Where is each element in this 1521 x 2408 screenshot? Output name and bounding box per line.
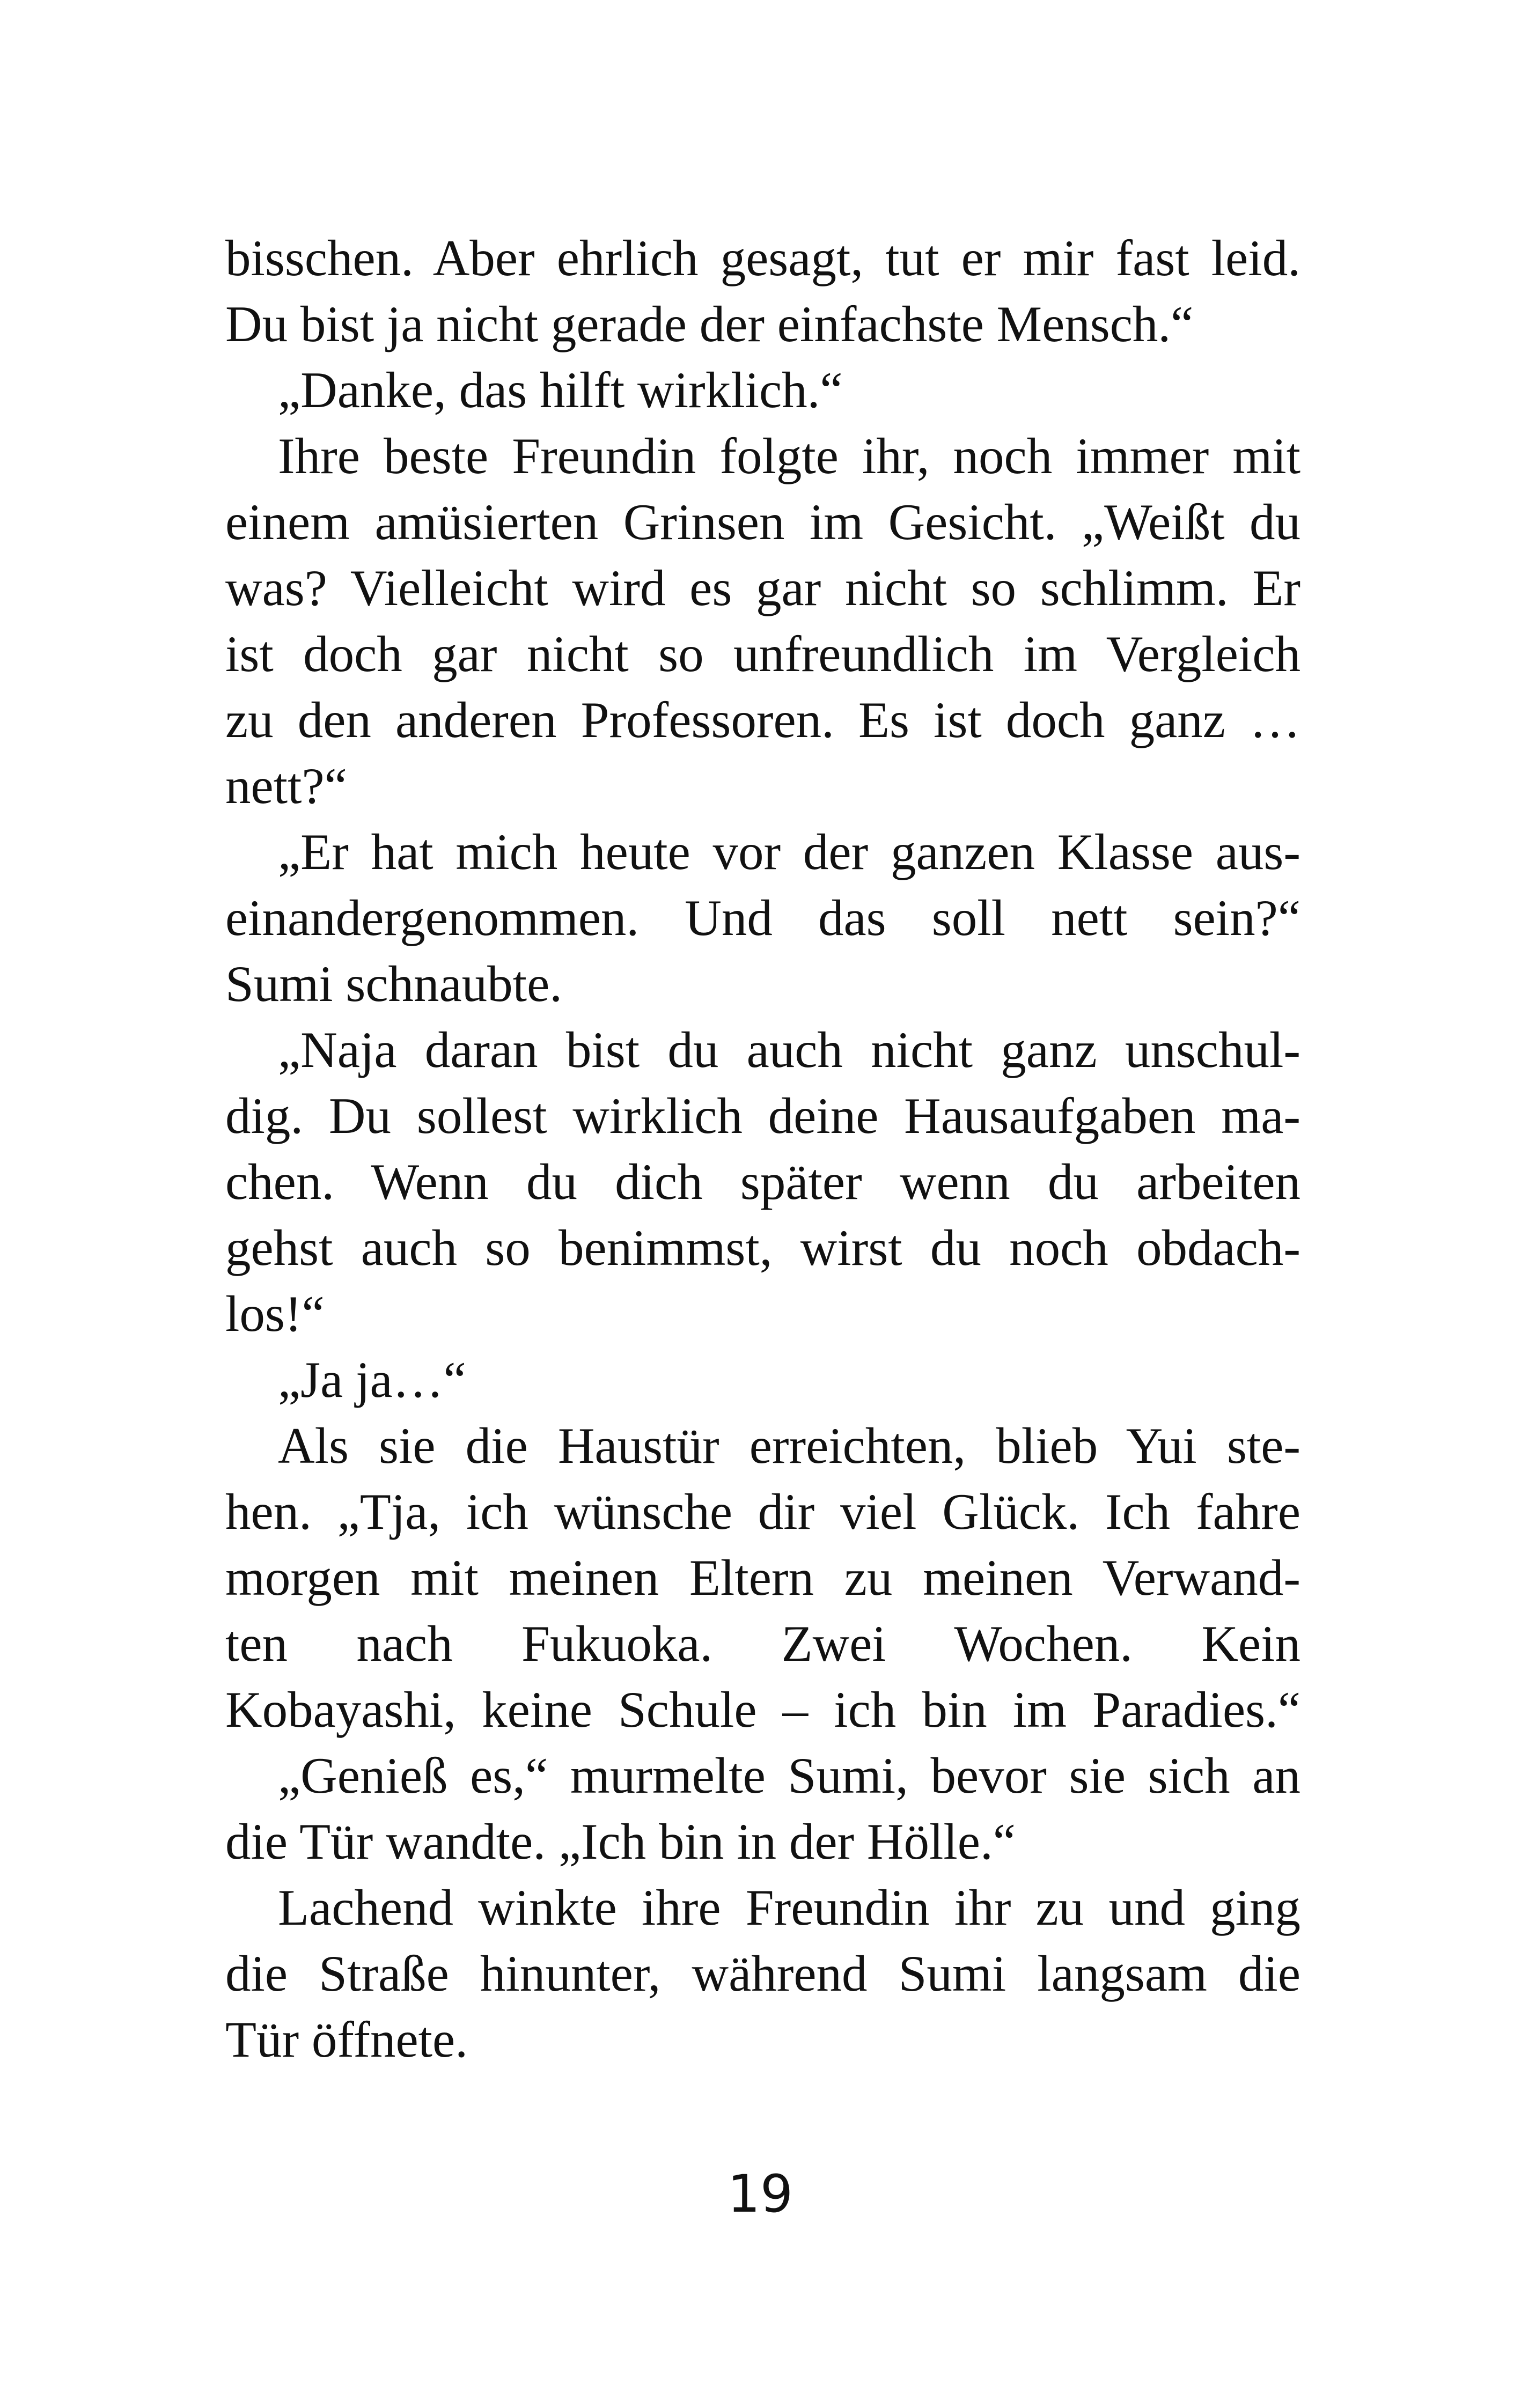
text-line: „Danke, das hilft wirklich.“ [278, 362, 843, 418]
text-line: die Tür wandte. „Ich bin in der Hölle.“ [225, 1813, 1016, 1870]
text-line: was? Vielleicht wird es gar nicht so schlimm. Er [225, 559, 1300, 616]
text-line: „Genieß es,“ murmelte Sumi, bevor sie sich an [278, 1747, 1300, 1804]
text-line: chen. Wenn du dich später wenn du arbeiten [225, 1153, 1300, 1210]
text-line: ist doch gar nicht so unfreundlich im Vergleich [225, 625, 1300, 682]
text-line: die Straße hinunter, während Sumi langsam die [225, 1945, 1300, 2002]
text-line: nett?“ [225, 757, 347, 814]
text-line: einem amüsierten Grinsen im Gesicht. „Weißt du [225, 494, 1300, 550]
text-line: „Naja daran bist du auch nicht ganz unschul- [278, 1021, 1300, 1078]
text-line: Ihre beste Freundin folgte ihr, noch immer mit [278, 428, 1300, 484]
text-line: dig. Du sollest wirklich deine Hausaufgaben ma- [225, 1087, 1300, 1144]
text-line: Tür öffnete. [225, 2011, 468, 2068]
text-line: „Er hat mich heute vor der ganzen Klasse aus- [278, 823, 1300, 880]
text-line: bisschen. Aber ehrlich gesagt, tut er mir fast leid. [225, 230, 1300, 286]
text-line: einandergenommen. Und das soll nett sein?“ [225, 889, 1300, 946]
text-line: Sumi schnaubte. [225, 955, 562, 1012]
text-line: morgen mit meinen Eltern zu meinen Verwand- [225, 1549, 1300, 1606]
text-line: Als sie die Haustür erreichten, blieb Yui ste- [278, 1417, 1300, 1474]
text-line: ten nach Fukuoka. Zwei Wochen. Kein [225, 1615, 1300, 1672]
text-line: hen. „Tja, ich wünsche dir viel Glück. Ich fahre [225, 1483, 1300, 1540]
text-line: los!“ [225, 1285, 325, 1342]
text-line: „Ja ja…“ [278, 1351, 466, 1408]
text-line: Du bist ja nicht gerade der einfachste Mensch.“ [225, 296, 1194, 352]
text-line: gehst auch so benimmst, wirst du noch obdach- [225, 1219, 1300, 1276]
text-line: Kobayashi, keine Schule – ich bin im Paradies.“ [225, 1681, 1300, 1738]
page-number: 19 [727, 2164, 793, 2224]
body-text [225, 225, 1300, 2073]
text-line: zu den anderen Professoren. Es ist doch ganz … [225, 691, 1300, 748]
text-line: Lachend winkte ihre Freundin ihr zu und ging [278, 1879, 1300, 1936]
